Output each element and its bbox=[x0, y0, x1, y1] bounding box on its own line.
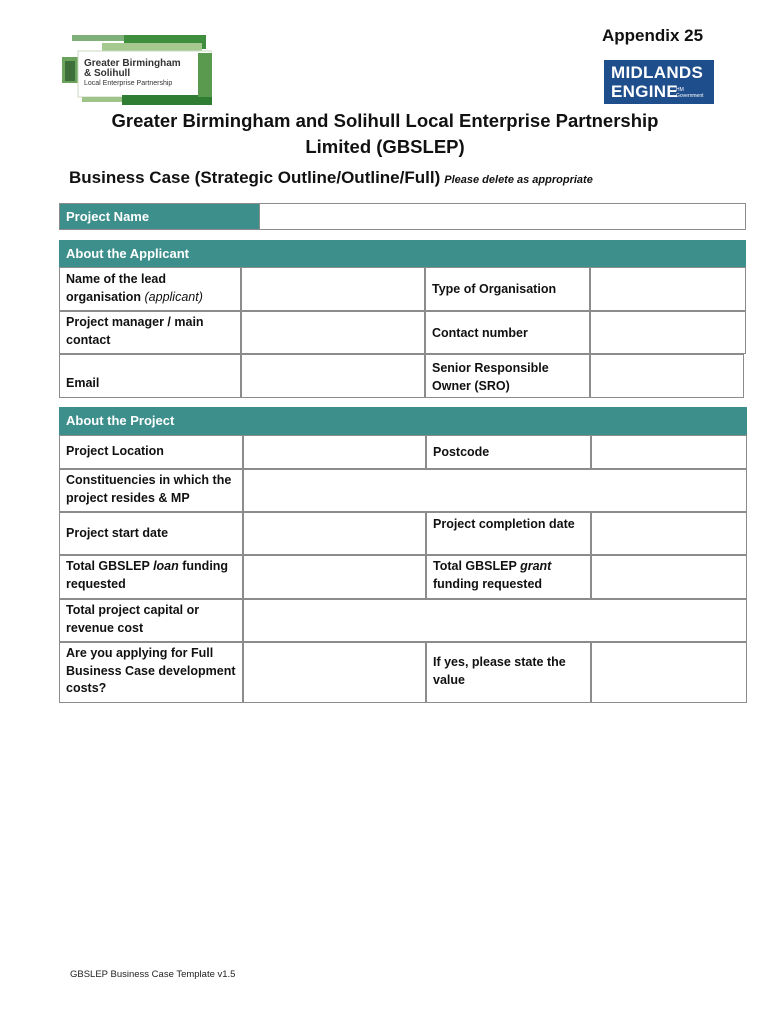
subtitle-note: Please delete as appropriate bbox=[444, 174, 593, 186]
grant-input[interactable] bbox=[591, 555, 747, 599]
loan-input[interactable] bbox=[243, 555, 426, 599]
appendix-label: Appendix 25 bbox=[602, 26, 704, 45]
me-logo-text-1: MIDLANDS bbox=[611, 63, 704, 82]
ifyes-label: If yes, please state the value bbox=[433, 655, 566, 687]
footer-text: GBSLEP Business Case Template v1.5 bbox=[70, 969, 236, 980]
constituencies-label: Constituencies in which the project resides & MP bbox=[66, 473, 232, 505]
lead-org-input[interactable] bbox=[241, 267, 425, 311]
completion-input[interactable] bbox=[591, 512, 747, 555]
grant-label-pre: Total GBSLEP bbox=[433, 559, 517, 573]
cost-label: Total project capital or revenue cost bbox=[66, 603, 200, 635]
completion-label: Project completion date bbox=[433, 517, 575, 531]
gbslep-logo bbox=[62, 35, 212, 105]
gb-logo-text-1: Greater Birmingham bbox=[84, 58, 181, 69]
me-logo-text-2: ENGINE bbox=[611, 82, 678, 101]
about-project-heading: About the Project bbox=[59, 407, 747, 435]
loan-label-em: loan bbox=[153, 559, 179, 573]
loan-label bbox=[66, 558, 238, 593]
email-label: Email bbox=[66, 376, 100, 390]
ifyes-input[interactable] bbox=[591, 642, 747, 703]
me-logo-small: HM Government bbox=[676, 87, 704, 99]
start-date-label: Project start date bbox=[66, 526, 169, 540]
contact-input[interactable] bbox=[590, 311, 746, 354]
lead-org-label-text: Name of the lead organisation bbox=[66, 272, 167, 304]
lead-org-note: (applicant) bbox=[144, 289, 203, 304]
grant-label-em: grant bbox=[520, 559, 552, 573]
fbc-input[interactable] bbox=[243, 642, 426, 703]
loan-label-post: funding requested bbox=[66, 559, 229, 591]
contact-label: Contact number bbox=[432, 326, 528, 340]
midlands-engine-logo bbox=[604, 60, 714, 104]
cost-input[interactable] bbox=[243, 599, 747, 642]
gb-logo-text-3: Local Enterprise Partnership bbox=[84, 80, 173, 87]
project-name-input[interactable] bbox=[259, 203, 746, 230]
title-line-2: Limited (GBSLEP) bbox=[305, 136, 465, 157]
document-title bbox=[40, 108, 730, 160]
location-input[interactable] bbox=[243, 435, 426, 469]
email-input[interactable] bbox=[241, 354, 425, 398]
about-applicant-heading: About the Applicant bbox=[59, 240, 746, 267]
pm-label: Project manager / main contact bbox=[66, 315, 204, 347]
pm-input[interactable] bbox=[241, 311, 425, 354]
sro-input[interactable] bbox=[590, 354, 744, 398]
start-date-input[interactable] bbox=[243, 512, 426, 555]
gb-logo-text-2: & Solihull bbox=[84, 68, 131, 79]
sro-label: Senior Responsible Owner (SRO) bbox=[432, 361, 549, 393]
type-org-label: Type of Organisation bbox=[432, 282, 557, 296]
document-subtitle bbox=[69, 168, 593, 188]
postcode-input[interactable] bbox=[591, 435, 747, 469]
title-line-1: Greater Birmingham and Solihull Local Enterprise Partnership bbox=[111, 110, 659, 131]
constituencies-input[interactable] bbox=[243, 469, 747, 512]
fbc-label: Are you applying for Full Business Case development costs? bbox=[66, 646, 236, 695]
lead-org-label bbox=[66, 271, 238, 306]
type-org-input[interactable] bbox=[590, 267, 746, 311]
grant-label bbox=[433, 558, 583, 593]
project-name-label: Project Name bbox=[59, 203, 259, 230]
loan-label-pre: Total GBSLEP bbox=[66, 559, 150, 573]
postcode-label: Postcode bbox=[433, 445, 490, 459]
subtitle-text: Business Case (Strategic Outline/Outline/Full) bbox=[69, 168, 441, 187]
grant-label-post: funding requested bbox=[433, 576, 543, 591]
location-label: Project Location bbox=[66, 444, 164, 458]
